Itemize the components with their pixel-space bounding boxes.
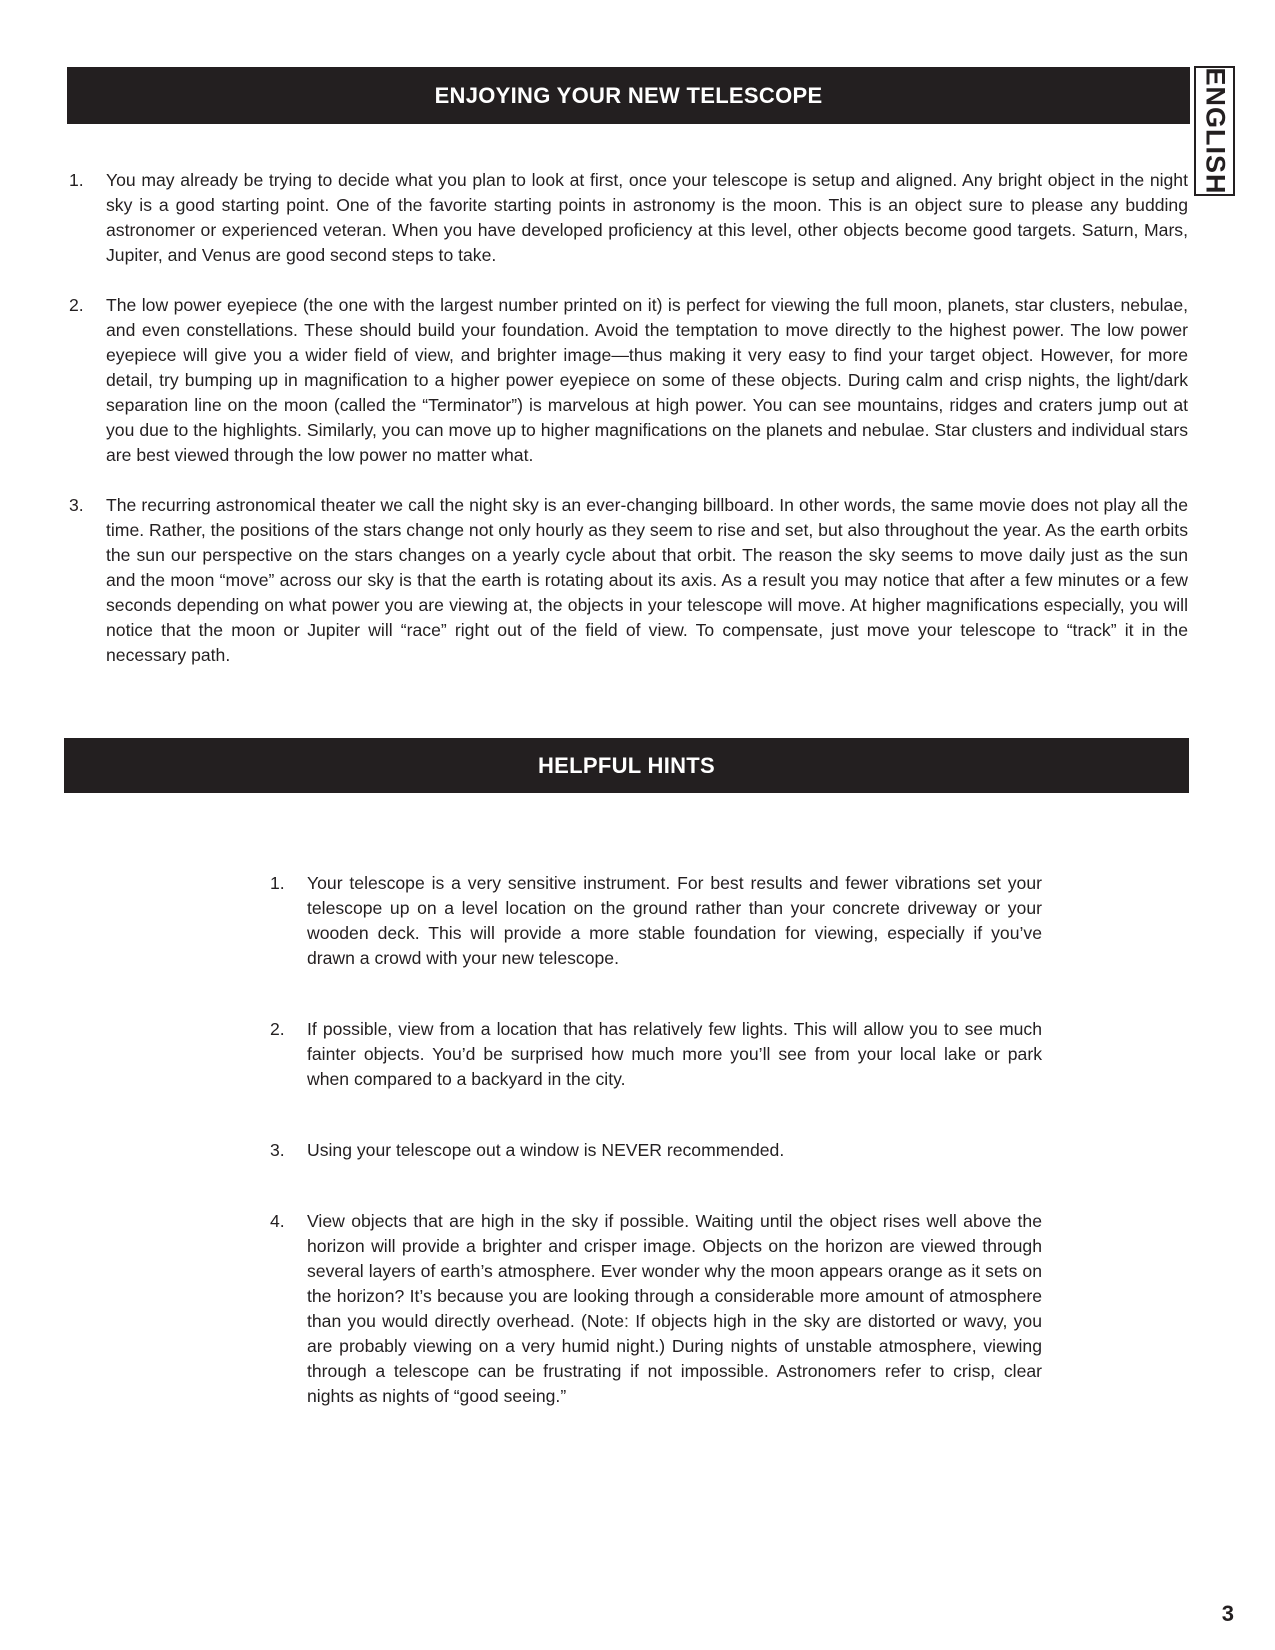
list-item-number: 3.	[270, 1140, 285, 1160]
list-item-text: You may already be trying to decide what you plan to look at first, once your telescope is setup and aligned. Any bright object in the night sky is a good starting point. One of the favorite starting points in astronomy is the moon. This is an object sure to please any budding astronomer or experienced veteran. When you have developed proficiency at this level, other objects become good targets. Saturn, Mars, Jupiter, and Venus are good second steps to take.	[106, 170, 1188, 265]
list-item	[270, 871, 1042, 971]
list-item-number: 4.	[270, 1211, 285, 1231]
hints-list	[270, 871, 1042, 1409]
list-item	[69, 493, 1188, 668]
list-item-text: The low power eyepiece (the one with the largest number printed on it) is perfect for viewing the full moon, planets, star clusters, nebulae, and even constellations. These should build your foundation. Avoid the temptation to move directly to the highest power. The low power eyepiece will give you a wider field of view, and brighter image—thus making it very easy to find your target object. However, for more detail, try bumping up in magnification to a higher power eyepiece on some of these objects. During calm and crisp nights, the light/dark separation line on the moon (called the “Terminator”) is marvelous at high power. You can see mountains, ridges and craters jump out at you due to the highlights. Similarly, you can move up to higher magnifications on the planets and nebulae. Star clusters and individual stars are best viewed through the low power no matter what.	[106, 295, 1188, 465]
list-item-number: 3.	[69, 495, 84, 515]
list-item-text: If possible, view from a location that has relatively few lights. This will allow you to see much fainter objects. You’d be surprised how much more you’ll see from your local lake or park when compared to a backyard in the city.	[307, 1019, 1042, 1089]
list-item	[270, 1209, 1042, 1409]
list-item-number: 1.	[69, 170, 84, 190]
page-number: 3	[1221, 1601, 1234, 1626]
section-title-enjoying: ENJOYING YOUR NEW TELESCOPE	[434, 82, 823, 108]
language-tab	[1194, 66, 1235, 196]
language-label: ENGLISH	[1200, 67, 1230, 195]
list-item-text: Your telescope is a very sensitive instrument. For best results and fewer vibrations set your telescope up on a level location on the ground rather than your concrete driveway or your wooden deck. This will provide a more stable foundation for viewing, especially if you’ve drawn a crowd with your new telescope.	[307, 873, 1042, 968]
list-item	[270, 1017, 1042, 1092]
list-item-text: The recurring astronomical theater we call the night sky is an ever-changing billboard. In other words, the same movie does not play all the time. Rather, the positions of the stars change not only hourly as they seem to rise and set, but also throughout the year. As the earth orbits the sun our perspective on the stars changes on a yearly cycle about that orbit. The reason the sky seems to move daily just as the sun and the moon “move” across our sky is that the earth is rotating about its axis. As a result you may notice that after a few minutes or a few seconds depending on what power you are viewing at, the objects in your telescope will move. At higher magnifications especially, you will notice that the moon or Jupiter will “race” right out of the field of view. To compensate, just move your telescope to “track” it in the necessary path.	[106, 495, 1188, 665]
list-item	[69, 293, 1188, 468]
list-item-text: Using your telescope out a window is NEVER recommended.	[307, 1140, 785, 1160]
list-item-number: 2.	[69, 295, 84, 315]
list-item	[270, 1138, 1042, 1163]
enjoying-list	[69, 168, 1188, 668]
list-item-number: 1.	[270, 873, 285, 893]
list-item-text: View objects that are high in the sky if possible. Waiting until the object rises well above the horizon will provide a brighter and crisper image. Objects on the horizon are viewed through several layers of earth’s atmosphere. Ever wonder why the moon appears orange as it sets on the horizon? It’s because you are looking through a considerable more amount of atmosphere than you would directly overhead. (Note: If objects high in the sky are distorted or wavy, you are probably viewing on a very humid night.) During nights of unstable atmosphere, viewing through a telescope can be frustrating if not impossible. Astronomers refer to crisp, clear nights as nights of “good seeing.”	[307, 1211, 1042, 1406]
list-item-number: 2.	[270, 1019, 285, 1039]
section-title-hints: HELPFUL HINTS	[537, 752, 716, 778]
section-header-hints	[64, 738, 1189, 793]
section-header-enjoying	[67, 67, 1190, 124]
list-item	[69, 168, 1188, 268]
